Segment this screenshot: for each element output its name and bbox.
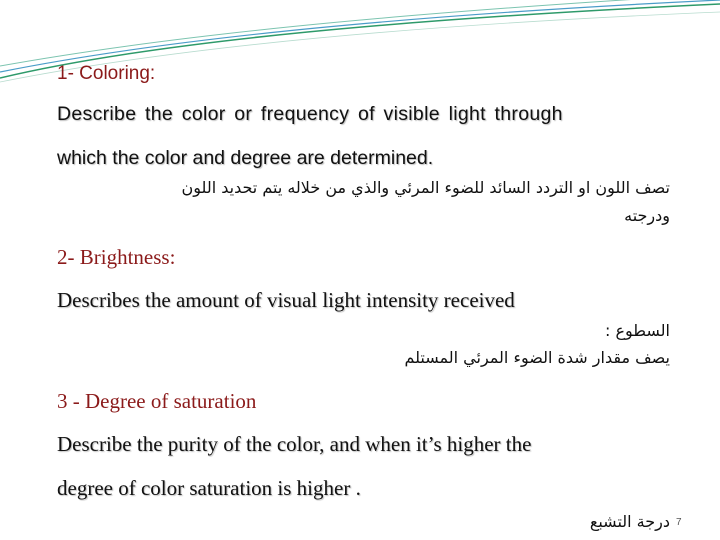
coloring-text-line-1: Describe the color or frequency of visible light through: [57, 103, 563, 125]
coloring-arabic-line-1: تصف اللون او التردد السائد للضوء المرئي والذي من خلاله يتم تحديد اللون: [181, 178, 670, 197]
page-number: 7: [676, 517, 682, 528]
section-heading-brightness: 2- Brightness:: [57, 245, 176, 269]
coloring-text-line-2: which the color and degree are determined.: [57, 147, 434, 169]
swoosh-line-teal: [0, 0, 720, 72]
brightness-arabic-line-1: السطوع :: [604, 321, 670, 340]
brightness-text-line-1: Describes the amount of visual light intensity received: [57, 288, 515, 312]
coloring-arabic-line-2: ودرجته: [624, 206, 670, 225]
saturation-text-line-1: Describe the purity of the color, and when it’s higher the: [57, 432, 532, 456]
saturation-arabic-line-1: درجة التشبع: [589, 512, 670, 531]
section-heading-saturation: 3 - Degree of saturation: [57, 389, 257, 413]
brightness-arabic-line-2: يصف مقدار شدة الضوء المرئي المستلم: [404, 348, 670, 367]
section-heading-coloring: 1- Coloring:: [57, 63, 156, 84]
saturation-text-line-2: degree of color saturation is higher .: [57, 476, 361, 500]
